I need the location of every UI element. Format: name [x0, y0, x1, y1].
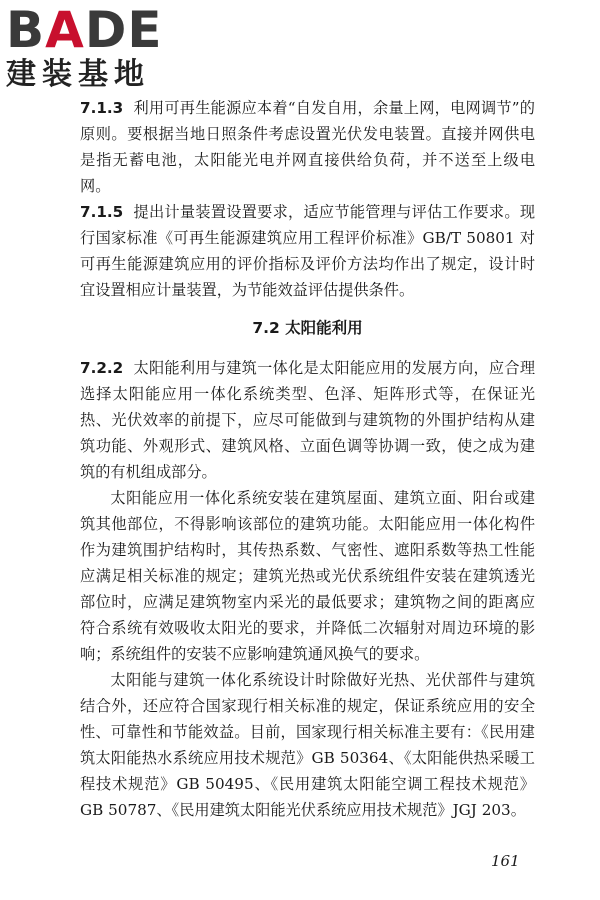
paragraph: 太阳能应用一体化系统安装在建筑屋面、建筑立面、阳台或建筑其他部位，不得影响该部位的建筑功能。太阳能应用一体化构件作为建筑围护结构时，其传热系数、气密性、遮阳系数等热工性能应满足相关标准的规定；建筑光热或光伏系统组件安装在建筑透光部位时，应满足建筑物室内采光的最低要求；建筑物之间的距离应符合系统有效吸收太阳光的要求，并降低二次辐射对周边环境的影响；系统组件的安装不应影响建筑通风换气的要求。: [80, 489, 535, 663]
clause-number: 7.1.3: [80, 99, 124, 117]
logo-subtitle: 建装基地: [6, 57, 150, 92]
document-page: [80, 95, 535, 823]
bade-logo: [6, 1, 163, 92]
clause-7-1-3: [80, 95, 535, 199]
page-number: 161: [491, 852, 520, 870]
clause-text: 太阳能利用与建筑一体化是太阳能应用的发展方向，应合理选择太阳能应用一体化系统类型、色泽、矩阵形式等，在保证光热、光伏效率的前提下，应尽可能做到与建筑物的外围护结构从建筑功能、外观形式、建筑风格、立面色调等协调一致，使之成为建筑的有机组成部分。: [80, 359, 535, 481]
logo-wordmark: BADE: [6, 1, 163, 59]
paragraph: 太阳能与建筑一体化系统设计时除做好光热、光伏部件与建筑结合外，还应符合国家现行相关标准的规定，保证系统应用的安全性、可靠性和节能效益。目前，国家现行相关标准主要有：《民用建筑太阳能热水系统应用技术规范》GB 50364、《太阳能供热采暖工程技术规范》GB 50495、《民用建筑太阳能空调工程技术规范》GB 50787、《民用建筑太阳能光伏系统应用技术规范》JGJ 203。: [80, 671, 535, 819]
clause-number: 7.2.2: [80, 359, 124, 377]
clause-text: 提出计量装置设置要求，适应节能管理与评估工作要求。现行国家标准《可再生能源建筑应用工程评价标准》GB/T 50801 对可再生能源建筑应用的评价指标及评价方法均作出了规定，设计时宜设置相应计量装置，为节能效益评估提供条件。: [80, 203, 535, 299]
clause-7-2-2: [80, 355, 535, 485]
clause-7-1-5: [80, 199, 535, 303]
clause-number: 7.1.5: [80, 203, 124, 221]
clause-text: 利用可再生能源应本着“自发自用，余量上网，电网调节”的原则。要根据当地日照条件考虑设置光伏发电装置。直接并网供电是指无蓄电池，太阳能光电并网直接供给负荷，并不送至上级电网。: [80, 99, 535, 195]
section-title: 7.2 太阳能利用: [252, 319, 363, 337]
